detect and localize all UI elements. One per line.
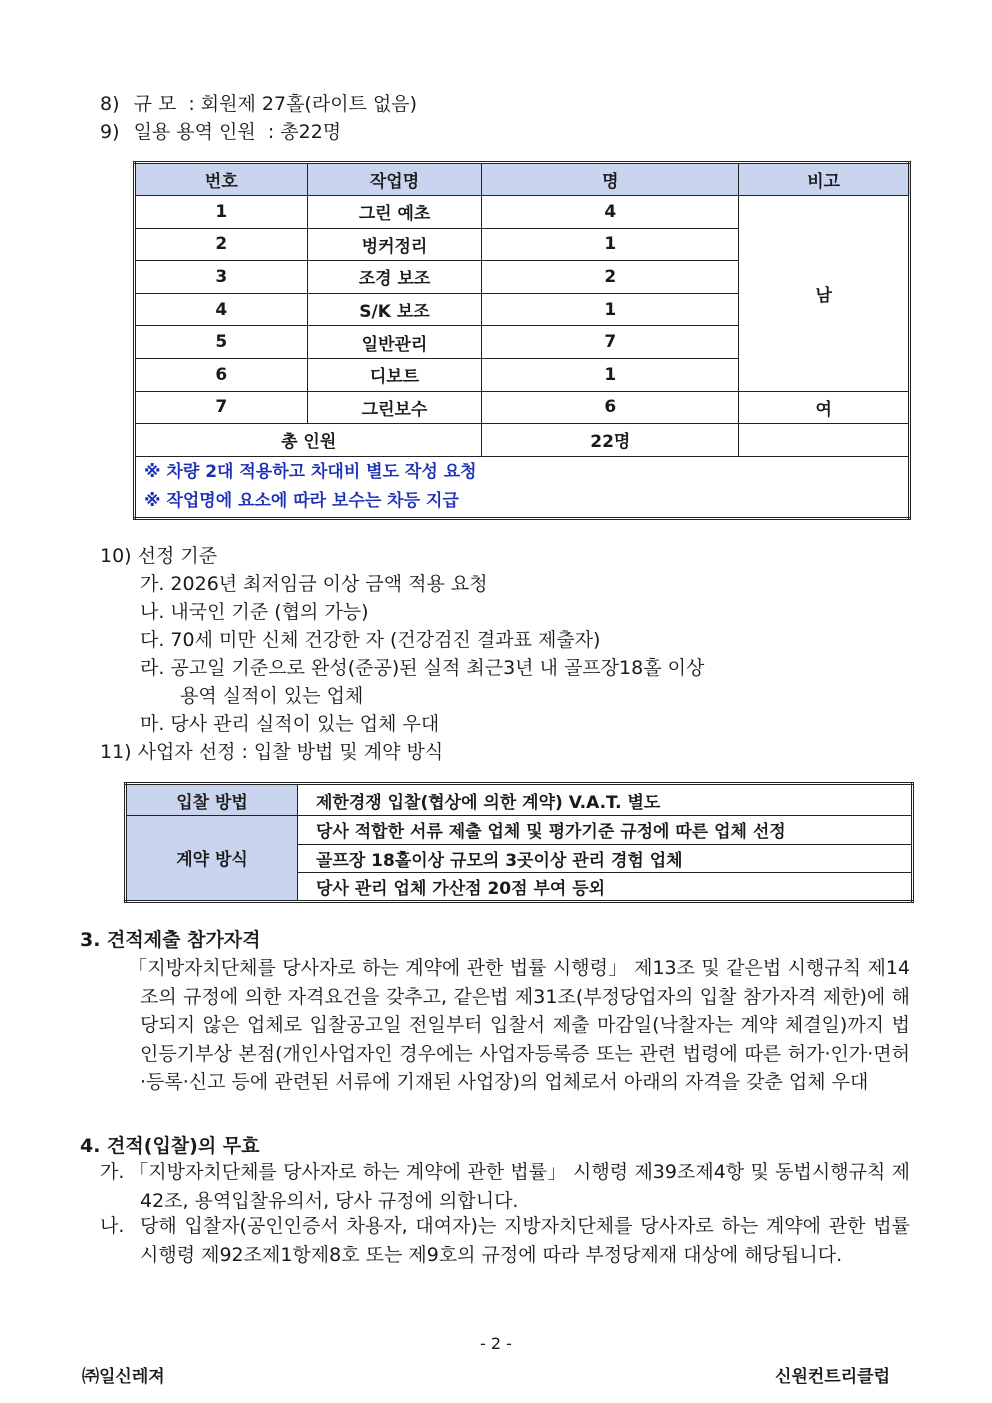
table-row: 2 벙커정리 1 — [135, 228, 910, 261]
table-row — [126, 816, 913, 845]
notes-row — [135, 456, 910, 518]
footer-company-left: ㈜일신레져 — [82, 1367, 165, 1387]
note-male: 남 — [739, 196, 910, 392]
invalid-item: 「지방자치단체를 당사자로 하는 계약에 관한 법률」 시행령 제39조제4항 및 동법시행규칙 제42조, 용역입찰유의서, 당사 규정에 의합니다. — [129, 1161, 910, 1212]
note-female: 여 — [739, 391, 910, 424]
header-cell: 명 — [482, 163, 739, 196]
section-3-title: 3. 견적제출 참가자격 — [80, 929, 261, 951]
contract-label: 계약 방식 — [126, 816, 298, 902]
criteria-item: 나. 내국인 기준 (협의 가능) — [140, 601, 369, 623]
table-row: 7 그린보수 6 여 — [135, 391, 910, 424]
section-3-body: 「지방자치단체를 당사자로 하는 계약에 관한 법률 시행령」 제13조 및 같은법 시행규칙 제14조의 규정에 의한 자격요건을 갖추고, 같은법 제31조(부정당업자의 입찰 참가자격 제한)에 해당되지 않은 업체로 입찰공고일 전일부터 입찰서 제출 마감일(낙찰자는 계약 체결일)까지 법인등기부상 본점(개인사업자인 경우에는 사업자등록증 또는 관련 법령에 따른 허가·인가·면허·등록·신고 등에 관련된 서류에 기재된 사업장)의 업체로서 아래의 자격을 갖춘 업체 우대 — [128, 957, 910, 1093]
criteria-item: 라. 공고일 기준으로 완성(준공)된 실적 최근3년 내 골프장18홀 이상 — [140, 657, 705, 679]
header-cell: 번호 — [135, 163, 308, 196]
table-row: 4 S/K 보조 1 — [135, 293, 910, 326]
contract-item: 당사 적합한 서류 제출 업체 및 평가기준 규정에 따른 업체 선정 — [298, 816, 913, 845]
invalid-item: 당해 입찰자(공인인증서 차용자, 대여자)는 지방자치단체를 당사자로 하는 계약에 관한 법률 시행령 제92조제1항제8호 또는 제9호의 규정에 따라 부정당제재 대상에 해당됩니다. — [140, 1215, 910, 1266]
bid-method-value: 제한경쟁 입찰(협상에 의한 계약) V.A.T. 별도 — [298, 784, 913, 816]
section-11-title: 11) 사업자 선정 : 입찰 방법 및 계약 방식 — [100, 741, 444, 763]
criteria-item: 마. 당사 관리 실적이 있는 업체 우대 — [140, 713, 440, 735]
item-9: 9) 일용 용역 인원 : 총22명 — [100, 121, 342, 143]
item-mark: 나. — [100, 1215, 125, 1237]
total-row — [135, 424, 910, 457]
contract-item: 골프장 18홀이상 규모의 3곳이상 관리 경험 업체 — [298, 844, 913, 873]
table-row: 5 일반관리 7 — [135, 326, 910, 359]
item-mark: 가. — [100, 1161, 125, 1183]
table-notes — [135, 456, 910, 518]
staff-table — [133, 161, 911, 520]
total-label: 총 인원 — [135, 424, 482, 457]
item-8: 8) 규 모 : 회원제 27홀(라이트 없음) — [100, 93, 418, 115]
criteria-item: 가. 2026년 최저임금 이상 금액 적용 요청 — [140, 573, 488, 595]
table-row: 6 디보트 1 — [135, 358, 910, 391]
section-4-title: 4. 견적(입찰)의 무효 — [80, 1135, 260, 1157]
table-row: 3 조경 보조 2 — [135, 261, 910, 294]
section-10-title: 10) 선정 기준 — [100, 545, 218, 567]
footer-company-right: 신원컨트리클럽 — [775, 1367, 890, 1387]
header-cell: 비고 — [739, 163, 910, 196]
note-line: ※ 차량 2대 적용하고 차대비 별도 작성 요청 — [144, 461, 477, 482]
table-row — [126, 784, 913, 816]
table-header-row — [135, 163, 910, 196]
bid-method-label: 입찰 방법 — [126, 784, 298, 816]
contract-item: 당사 관리 업체 가산점 20점 부여 등외 — [298, 873, 913, 902]
note-line: ※ 작업명에 요소에 따라 보수는 차등 지급 — [144, 490, 459, 511]
page-number: - 2 - — [480, 1334, 512, 1353]
total-value: 22명 — [482, 424, 739, 457]
table-row: 1 그린 예초 4 남 — [135, 196, 910, 229]
criteria-item: 다. 70세 미만 신체 건강한 자 (건강검진 결과표 제출자) — [140, 629, 601, 651]
criteria-item-cont: 용역 실적이 있는 업체 — [180, 685, 364, 707]
bid-table — [124, 782, 914, 903]
header-cell: 작업명 — [307, 163, 482, 196]
